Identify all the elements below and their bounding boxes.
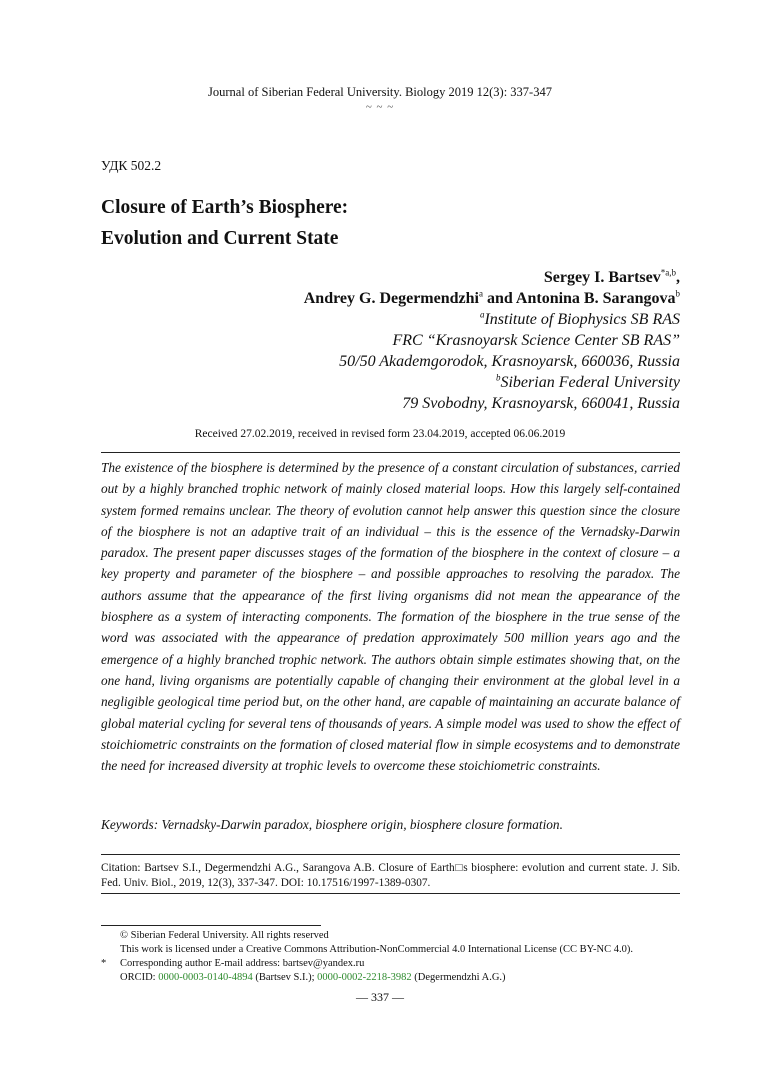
affiliation-4-text: Siberian Federal University bbox=[500, 374, 680, 391]
citation-top-rule bbox=[101, 854, 680, 855]
page-number: — 337 — bbox=[356, 990, 404, 1004]
title-line-1: Closure of Earth’s Biosphere: bbox=[101, 197, 349, 218]
affiliation-3: 50/50 Akademgorodok, Krasnoyarsk, 660036, Russia bbox=[339, 353, 680, 370]
orcid-name-degermendzhi: (Degermendzhi A.G.) bbox=[411, 972, 506, 983]
affiliation-4-sup: b bbox=[495, 372, 501, 383]
author-sarangova-sup: b bbox=[675, 288, 680, 299]
author-line-1 bbox=[304, 267, 680, 288]
author-bartsev: Sergey I. Bartsev bbox=[543, 269, 661, 286]
header-ornament: ~ ~ ~ bbox=[365, 101, 395, 113]
orcid-label: ORCID: bbox=[120, 972, 159, 983]
citation-bottom-rule bbox=[101, 893, 680, 894]
title-line-2: Evolution and Current State bbox=[101, 228, 339, 249]
affiliation-2: FRC “Krasnoyarsk Science Center SB RAS” bbox=[392, 332, 680, 349]
footnotes bbox=[101, 929, 701, 985]
affiliation-4 bbox=[304, 372, 680, 393]
udk-code: УДК 502.2 bbox=[101, 158, 162, 173]
author-sarangova: Antonina B. Sarangova bbox=[515, 290, 676, 307]
footnote-corresponding bbox=[101, 957, 701, 971]
abstract-top-rule bbox=[101, 452, 680, 453]
author-line-2 bbox=[304, 288, 680, 309]
author-line-1-comma: , bbox=[676, 269, 680, 286]
author-degermendzhi-sup: a bbox=[478, 288, 483, 299]
orcid-link-bartsev[interactable]: 0000-0003-0140-4894 bbox=[158, 972, 253, 983]
keywords: Keywords: Vernadsky-Darwin paradox, biosphere origin, biosphere closure formation. bbox=[101, 817, 563, 832]
citation: Citation: Bartsev S.I., Degermendzhi A.G., Sarangova A.B. Closure of Earth□s biosphere: evolution and current state. J. Sib. Fed. Univ. Biol., 2019, 12(3), 337-347. DOI: 10.17516/1997-1389-0307. bbox=[101, 862, 680, 889]
affiliation-1 bbox=[304, 309, 680, 330]
paper-title bbox=[101, 192, 348, 254]
author-degermendzhi: Andrey G. Degermendzhi bbox=[303, 290, 479, 307]
author-bartsev-sup: *a,b bbox=[660, 267, 676, 278]
affiliation-1-sup: a bbox=[479, 309, 485, 320]
authors-block bbox=[304, 267, 680, 414]
orcid-name-bartsev: (Bartsev S.I.); bbox=[252, 972, 318, 983]
abstract-text: The existence of the biosphere is determined by the presence of a constant circulation of substances, carried out by a highly branched trophic network of mainly closed material loops. How this largely self-contained system formed remains unclear. The theory of evolution cannot help answer this question since the closure of the biosphere is not an adaptive trait of an individual – this is the essence of the Vernadsky-Darwin paradox. The present paper discusses stages of the formation of the biosphere in the context of closure – a key property and parameter of the biosphere – and possible approaches to resolving the paradox. The authors assume that the appearance of the first living organisms did not mean the appearance of the biosphere as a system of interacting components. The formation of the biosphere in the true sense of the word was associated with the appearance of predation approximately 500 million years ago and the emergence of a highly branched trophic network. The authors obtain simple estimates showing that, on the one hand, living organisms are potentially capable of changing their environment at the global level in a negligible geological time period but, on the other hand, are capable of maintaining an accurate balance of global material cycling for several tens of thousands of years. A simple model was used to show the effect of stoichiometric constraints on the formation of closed material flow in simple ecosystems and to demonstrate the need for increased diversity at trophic levels to overcome these stoichiometric constraints. bbox=[101, 460, 680, 774]
footnote-copyright: © Siberian Federal University. All rights reserved bbox=[120, 930, 329, 941]
affiliation-1-text: Institute of Biophysics SB RAS bbox=[484, 311, 680, 328]
journal-header: Journal of Siberian Federal University. Biology 2019 12(3): 337-347 bbox=[208, 85, 552, 99]
footnote-rule bbox=[101, 925, 321, 926]
footnote-orcid bbox=[101, 971, 701, 985]
affiliation-5: 79 Svobodny, Krasnoyarsk, 660041, Russia bbox=[402, 395, 680, 412]
footnote-license: This work is licensed under a Creative Commons Attribution-NonCommercial 4.0 International License (CC BY-NC 4.0). bbox=[120, 944, 633, 955]
corresponding-email: Corresponding author E-mail address: bartsev@yandex.ru bbox=[120, 958, 365, 969]
author-and: and bbox=[482, 290, 516, 307]
received-dates: Received 27.02.2019, received in revised form 23.04.2019, accepted 06.06.2019 bbox=[194, 428, 566, 440]
orcid-link-degermendzhi[interactable]: 0000-0002-2218-3982 bbox=[317, 972, 412, 983]
corresponding-asterisk: * bbox=[101, 958, 107, 969]
